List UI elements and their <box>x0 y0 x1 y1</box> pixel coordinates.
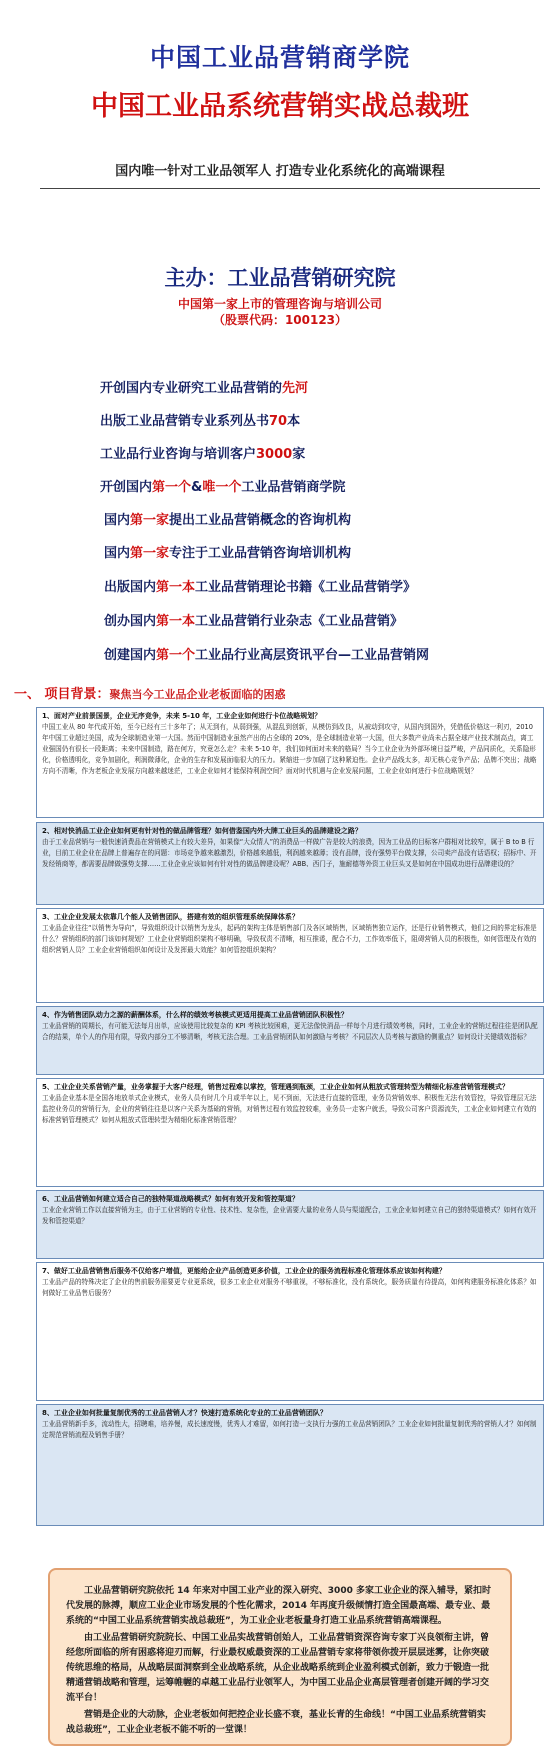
question-body: 中国工业从 80 年代成开始，至今已经有三十多年了；从无到有，从弱到强，从混乱到创新，从模仿到改良，从被动到攻守，从国内到国外，凭借低价格这一利刃，2010 年中国工业超过美国，成为全球制造业第一大国。然而中国制造业虽然产出的占全球的 20%，是全球制造业第一大国，但大多数产业尚未占据全球产业技术制高点，离工业强国仍有很长一段距离；未来中国制造，路在何方，究竟怎么走？未来 5-10 年，我们如何面对未来的格局？当今工业企业为外部环境日益严峻，产品同质化，关系隐形化，价格透明化，竞争加剧化，利润微薄化，企业的生存和发展面临很大的压力。紧缩进一步加剧了这种紧迫性。企业产品线太多，却无核心竞争产品；品牌不突出；战略方向不清晰，作为老板企业发展方向越来越迷茫，工业企业如何才能保持利润空间？面对时代机遇与企业发展问题，工业企业如何进行卡位战略规划？ <box>42 723 537 775</box>
highlight-emphasis: 第一家 <box>130 513 170 528</box>
highlight-emphasis: 唯一个 <box>202 480 242 495</box>
highlight-emphasis: 3000 <box>256 447 293 462</box>
highlight-text: 工业品营销商学院 <box>241 480 346 495</box>
highlight-emphasis: 第一个 <box>156 648 196 663</box>
organizer-subtitle <box>0 296 560 328</box>
highlight-text: 工业品行业高层资讯平台—工业品营销网 <box>195 648 430 663</box>
highlight-text: 工业品行业咨询与培训客户 <box>100 447 257 462</box>
highlight-item <box>100 443 540 462</box>
background-heading <box>14 683 286 702</box>
question-heading: 3、工业企业发展太依靠几个能人及销售团队，搭建有效的组织管理系统保障体系？ <box>42 913 299 921</box>
highlight-item <box>104 644 544 663</box>
background-heading-label: 一、 项目背景： <box>14 687 110 702</box>
highlight-text: 出版工业品营销专业系列丛书 <box>100 414 270 429</box>
highlight-emphasis: 第一本 <box>156 580 196 595</box>
highlight-text: 提出工业品营销概念的咨询机构 <box>169 513 352 528</box>
organizer-sub-line2: （股票代码：100123） <box>212 313 348 327</box>
highlight-text: 家 <box>292 447 306 462</box>
question-box <box>36 1190 544 1259</box>
highlight-item <box>104 576 544 595</box>
summary-paragraph-1: 工业品营销研究院依托 14 年来对中国工业产业的深入研究、3000 多家工业企业的深入辅导，紧扣时代发展的脉搏，顺应工业企业市场发展的个性化需求，2014 年再度升级倾情打造全国最高端、最专业、最系统的“中国工业品系统营销实战总裁班”，为工业企业老板量身打造工业品系统营销高端课程。 <box>66 1586 491 1626</box>
course-title: 中国工业品系统营销实战总裁班 <box>91 91 469 122</box>
highlight-emphasis: 70 <box>269 414 288 429</box>
highlight-text: 创办国内 <box>104 614 157 629</box>
background-heading-sub: 聚焦当今工业品企业老板面临的困惑 <box>109 688 286 701</box>
organizer-title: 主办：工业品营销研究院 <box>164 266 396 290</box>
question-body: 工业品产品的特殊决定了企业的售前服务需要更专业更系统，很多工业企业对服务不够重视，不够标准化，没有系统化，服务质量有待提高，如何构建服务标准化体系？如何做好工业品售后服务？ <box>42 1278 537 1297</box>
highlight-text: 国内 <box>104 546 131 561</box>
highlight-text: 开创国内 <box>100 480 153 495</box>
question-body: 工业品营销的周期长，有可能无法每月出单，应该使用比较复杂的 KPI 考核比较困难，更无法像快消品一样每个月进行绩效考核，同时，工业企业的营销过程往往是团队配合的结果，单个人的作用有限，导致内部分工不够清晰，考核无法合理。工业品营销团队如何激励与考核？不同层次人员考核与激励的侧重点？如何设计关键绩效指标？ <box>42 1022 538 1041</box>
summary-paragraph-2: 由工业品营销研究院院长、中国工业品实战营销创始人，工业品营销资深咨询专家丁兴良领衔主讲，曾经您所面临的所有困惑将迎刃而解，行业最权威最资深的工业品营销专家将带领你拨开层层迷雾，让你突破传统思维的格局，从战略层面洞察到全业战略系统，从企业战略系统到企业盈利模式创新，致力于锻造一批精通营销战略和管理，运筹帷幄的卓越工业品行业领军人，为中国工业品企业高层管理者创建开阔的学习交流平台！ <box>66 1633 490 1703</box>
highlight-item <box>100 377 540 396</box>
highlight-text: 工业品营销理论书籍《工业品营销学》 <box>195 580 417 595</box>
highlight-text: 工业品营销行业杂志《工业品营销》 <box>195 614 404 629</box>
highlight-text: 开创国内专业研究工业品营销的 <box>100 381 283 396</box>
highlight-text: & <box>191 480 203 495</box>
highlight-item <box>104 509 544 528</box>
question-box <box>36 1078 544 1187</box>
question-box <box>36 822 544 905</box>
highlight-emphasis: 第一本 <box>156 614 196 629</box>
summary-box <box>48 1568 512 1746</box>
highlight-text: 国内 <box>104 513 131 528</box>
question-body: 由于工业品营销与一般快速消费品在营销模式上有较大差异，如果像“大众情人”的消费品一样做广告是较大的浪费，因为工业品的目标客户群相对比较窄，属于 B to B 行业，目前工业企业在品牌上普遍存在的问题：市场竞争越来越激烈，价格越来越低，利润越来越薄；没有品牌，没有强势平台做支撑，公司卖产品没有话语权；招标中、开发经销商等，都需要品牌做强势支撑……工业企业应该如何有针对性的做品牌建设呢？ABB、西门子，施耐德等外资工业巨头又是如何在中国成功进行品牌建设的？ <box>42 838 537 868</box>
question-box <box>36 1262 544 1401</box>
question-heading: 1、面对产业前景国景，企业无序竞争，未来 5-10 年，工业企业如何进行卡位战略规划？ <box>42 712 322 720</box>
question-body: 工业品企业基本是全国各地放单式企业模式，业务人员有时几个月或半年以上，见不到面，无法进行直接的管理，业务员营销效率、积极性无法有效管控，导致管理层无法监控业务员的营销行为，企业的营销往往是以客户关系为基础的营销，对销售过程有效监控较难，业务员一走客户就丢，导致公司客户资源流失，工业企业如何建立有效的标准营销管理模式？如何从粗放式管理转型为精细化标准营销管理？ <box>42 1094 537 1124</box>
question-heading: 4、作为销售团队动力之源的薪酬体系，什么样的绩效考核模式更适用提高工业品营销团队积极性？ <box>42 1011 348 1019</box>
question-body: 工业品营销新手多，流动性大，招聘难，培养慢，成长速度慢，优秀人才难留，如何打造一支执行力强的工业品营销团队？工业企业如何批量复制优秀的营销人才？如何制定规范营销流程及销售手册？ <box>42 1420 537 1439</box>
divider <box>40 188 540 189</box>
academy-title: 中国工业品营销商学院 <box>149 43 410 72</box>
highlight-emphasis: 第一个 <box>152 480 192 495</box>
organizer-sub-line1: 中国第一家上市的管理咨询与培训公司 <box>177 297 382 311</box>
question-box <box>36 1006 544 1075</box>
question-heading: 5、工业企业关系营销产量，业务掌握于大客户经理，销售过程难以掌控，管理遇到瓶颈，工业企业如何从粗放式管理转型为精细化标准营销管理模式？ <box>42 1083 509 1091</box>
highlight-emphasis: 第一家 <box>130 546 170 561</box>
question-heading: 6、工业品营销如何建立适合自己的独特渠道战略模式？如何有效开发和管控渠道？ <box>42 1195 299 1203</box>
highlight-item <box>104 542 544 561</box>
question-box <box>36 1404 544 1526</box>
question-heading: 8、工业企业如何批量复制优秀的工业品营销人才？快速打造系统化专业的工业品营销团队？ <box>42 1409 327 1417</box>
question-heading: 7、做好工业品营销售后服务不仅给客户增值，更能给企业产品创造更多价值，工业企业的服务流程标准化管理体系应该如何构建？ <box>42 1267 446 1275</box>
summary-paragraph-3: 营销是企业的大动脉，企业老板如何把控企业长盛不衰，基业长青的生命线！“中国工业品系统营销实战总裁班”，工业企业老板不能不听的一堂课！ <box>66 1710 486 1735</box>
question-heading: 2、相对快消品工业企业如何更有针对性的做品牌管理？如何借鉴国内外大牌工业巨头的品牌建设之路？ <box>42 827 362 835</box>
highlight-text: 本 <box>287 414 301 429</box>
highlight-text: 专注于工业品营销咨询培训机构 <box>169 546 352 561</box>
question-box <box>36 707 544 818</box>
highlight-text: 创建国内 <box>104 648 157 663</box>
question-body: 工业企业营销工作以直接营销为主，由于工业营销的专业性、技术性、复杂性，企业需要大量的业务人员与渠道配合，工业企业如何建立自己的独特渠道模式？如何有效开发和管控渠道？ <box>42 1206 537 1225</box>
question-box <box>36 908 544 1003</box>
highlight-text: 出版国内 <box>104 580 157 595</box>
tagline: 国内唯一针对工业品领军人 打造专业化系统化的高端课程 <box>115 164 445 179</box>
highlight-item <box>104 610 544 629</box>
highlight-emphasis: 先河 <box>282 381 309 396</box>
highlight-item <box>100 476 540 495</box>
question-body: 工业品企业往往“以销售为导向”，导致组织设计以销售为龙头，起码的架构主体是销售部门及各区域销售，区域销售独立运作，还是行业销售模式，他们之间的界定标准是什么？营销组织的部门该如何规划？工业企业营销组织架构不够明确，导致权责不清晰，相互推诿，配合不力，工作效率低下，阻碍营销人员的积极性，如何管理及有效的组织营销人员？工业企业营销组织如何设计及发挥最大效能？如何管控组织架构？ <box>42 924 537 954</box>
highlight-item <box>100 410 540 429</box>
